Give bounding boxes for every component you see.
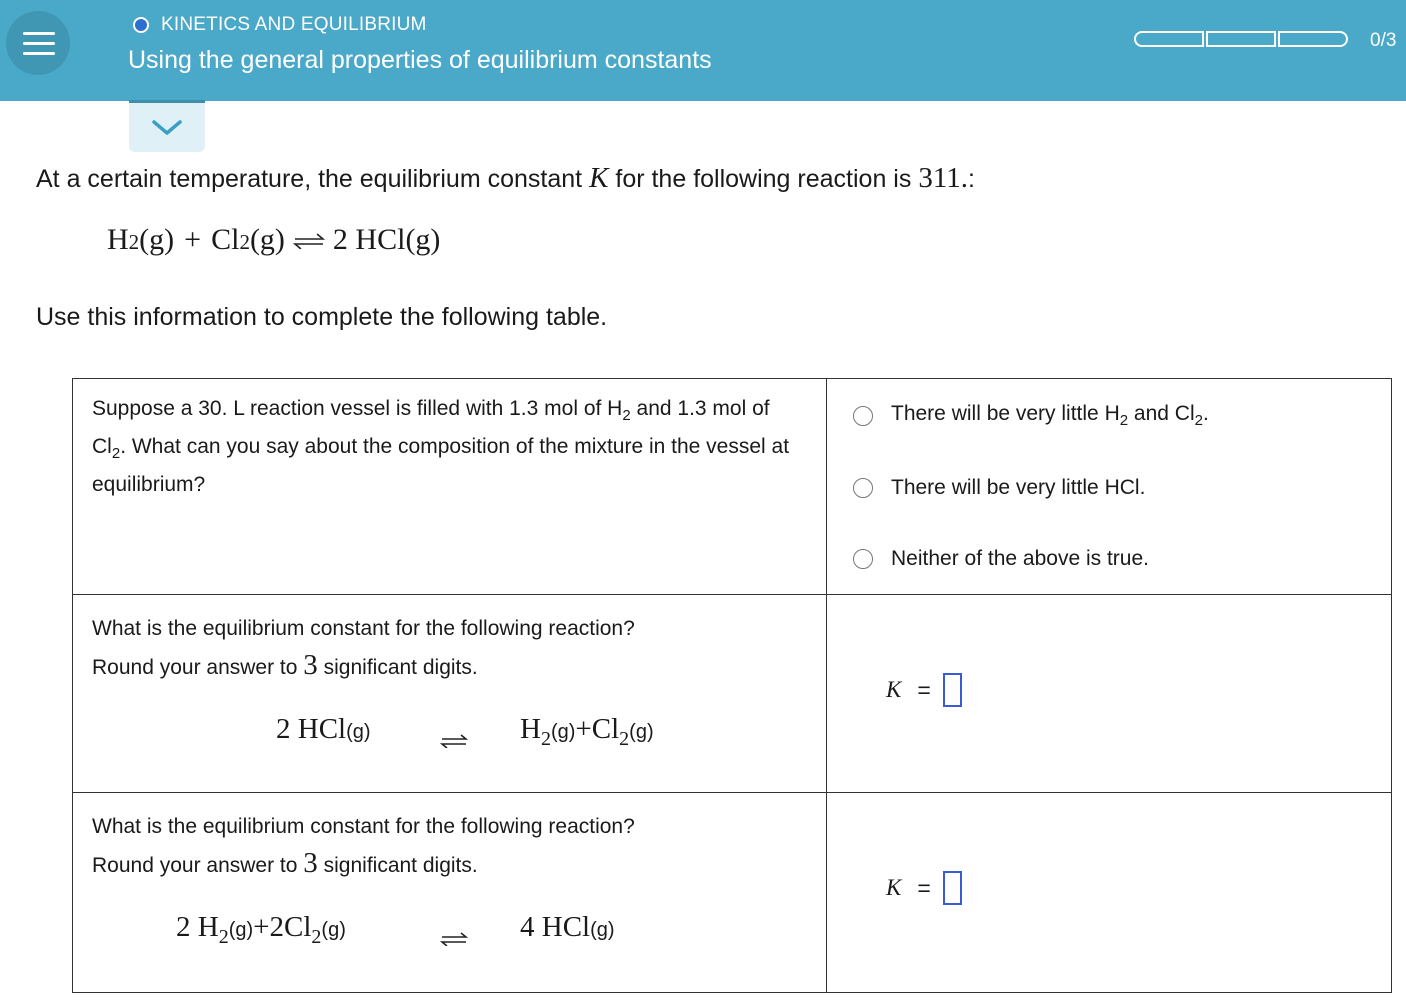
question-cell [73,379,827,595]
equilibrium-arrow-icon [440,723,468,756]
subscript: 2 [1194,412,1203,430]
question-cell [73,793,827,993]
k-label: K [886,875,902,900]
rounding-instruction [92,847,478,880]
question-text: significant digits. [317,656,478,679]
formula-text: Cl [211,223,240,256]
formula-text: H [520,713,541,745]
state-label: (g) [139,223,175,256]
question-text: Round your answer to [92,854,304,877]
subscript: 2 [218,925,229,948]
topic-row [133,14,427,36]
reaction-products [520,713,654,751]
state-label: (g) [590,919,615,941]
coefficient: 2 [276,713,291,745]
option-little-hcl[interactable] [853,476,1145,500]
subscript: 2 [540,727,551,750]
collapse-toggle-button[interactable] [129,100,205,152]
equilibrium-arrow-icon [440,921,468,954]
formula-text: Cl [591,713,620,745]
reaction-reactants [276,713,371,746]
question-text: Round your answer to [92,656,304,679]
topic-label: KINETICS AND EQUILIBRIUM [161,14,427,35]
sig-digits-number: 3 [303,649,318,681]
rounding-instruction [92,649,478,682]
answer-cell [827,595,1392,793]
plus-sign: + [253,911,270,943]
table-row [73,595,1392,793]
header-bar [0,0,1406,101]
state-label: (g) [629,721,654,743]
subscript: 2 [622,407,631,425]
question-text: What is the equilibrium constant for the following reaction? [92,815,635,838]
radio-button[interactable] [853,478,873,498]
progress-bar [1134,31,1350,47]
table-row [73,379,1392,595]
question-text: What is the equilibrium constant for the following reaction? [92,617,635,640]
state-label: (g) [249,223,285,256]
hamburger-line [23,42,55,45]
reaction-products [520,911,615,944]
main-reaction [107,223,440,257]
subscript: 2 [311,925,322,948]
topic-status-icon [133,17,149,33]
question-text: Suppose a 30. L reaction vessel is filled with 1.3 mol of H [92,397,623,420]
hamburger-line [23,32,55,35]
progress-segment [1206,31,1276,47]
answer-cell [827,379,1392,595]
k-value: 311. [918,162,968,194]
equals-sign: = [917,874,931,901]
formula-text: HCl [297,713,347,745]
option-text: . [1202,402,1209,425]
radio-button[interactable] [853,406,873,426]
subscript: 2 [111,445,121,463]
table-row [73,793,1392,993]
menu-button[interactable] [6,11,70,75]
option-label: There will be very little HCl. [891,476,1146,499]
k-doubled-input[interactable] [943,871,962,905]
prompt-text: for the following reaction is [608,165,919,193]
k-symbol: K [589,162,609,194]
formula-text: HCl [355,223,406,256]
k-reverse-input[interactable] [943,673,962,707]
page-title: Using the general properties of equilibrium constants [128,46,712,74]
hamburger-line [23,52,55,55]
reaction-reactants [176,911,346,949]
state-label: (g) [346,721,371,743]
option-text: There will be very little H [891,402,1120,425]
sig-digits-number: 3 [303,847,318,879]
instruction-text: Use this information to complete the following table. [36,303,608,331]
k-label: K [886,677,902,702]
composition-question [92,393,792,500]
coefficient: 4 [520,911,535,943]
chevron-down-icon [151,118,183,138]
progress-segment [1278,31,1348,47]
formula-text: HCl [541,911,591,943]
progress-count: 0/3 [1370,30,1397,51]
question-cell [73,595,827,793]
subscript: 2 [1119,412,1129,430]
option-little-h2-cl2[interactable] [853,402,1209,429]
question-prompt [36,162,975,195]
progress-segment [1134,31,1204,47]
subscript: 2 [239,230,250,254]
option-text: and Cl [1128,402,1195,425]
radio-button[interactable] [853,549,873,569]
equilibrium-arrow-icon [293,223,325,257]
answer-cell [827,793,1392,993]
option-label: Neither of the above is true. [891,547,1149,570]
prompt-text: At a certain temperature, the equilibrium constant [36,165,590,193]
question-table [72,378,1392,993]
coefficient: 2 [332,223,348,256]
question-text: and 1.3 mol of Cl [92,397,770,459]
k-answer-row [886,673,962,707]
k-answer-row [886,871,962,905]
subscript: 2 [619,727,630,750]
state-label: (g) [321,919,346,941]
question-text: . What can you say about the composition of the mixture in the vessel at equilibrium? [92,435,790,497]
plus-sign: + [575,713,592,745]
formula-text: H [107,223,129,256]
prompt-text: : [968,165,975,193]
option-label [891,402,1209,429]
subscript: 2 [128,230,140,254]
state-label: (g) [550,721,576,743]
formula-text: Cl [284,911,312,943]
coefficient: 2 [176,911,191,943]
coefficient: 2 [269,911,285,943]
state-label: (g) [405,223,441,256]
formula-text: H [197,911,219,943]
state-label: (g) [228,919,254,941]
equals-sign: = [917,676,931,703]
plus-sign: + [184,223,202,256]
option-neither[interactable] [853,547,1149,571]
question-text: significant digits. [317,854,478,877]
